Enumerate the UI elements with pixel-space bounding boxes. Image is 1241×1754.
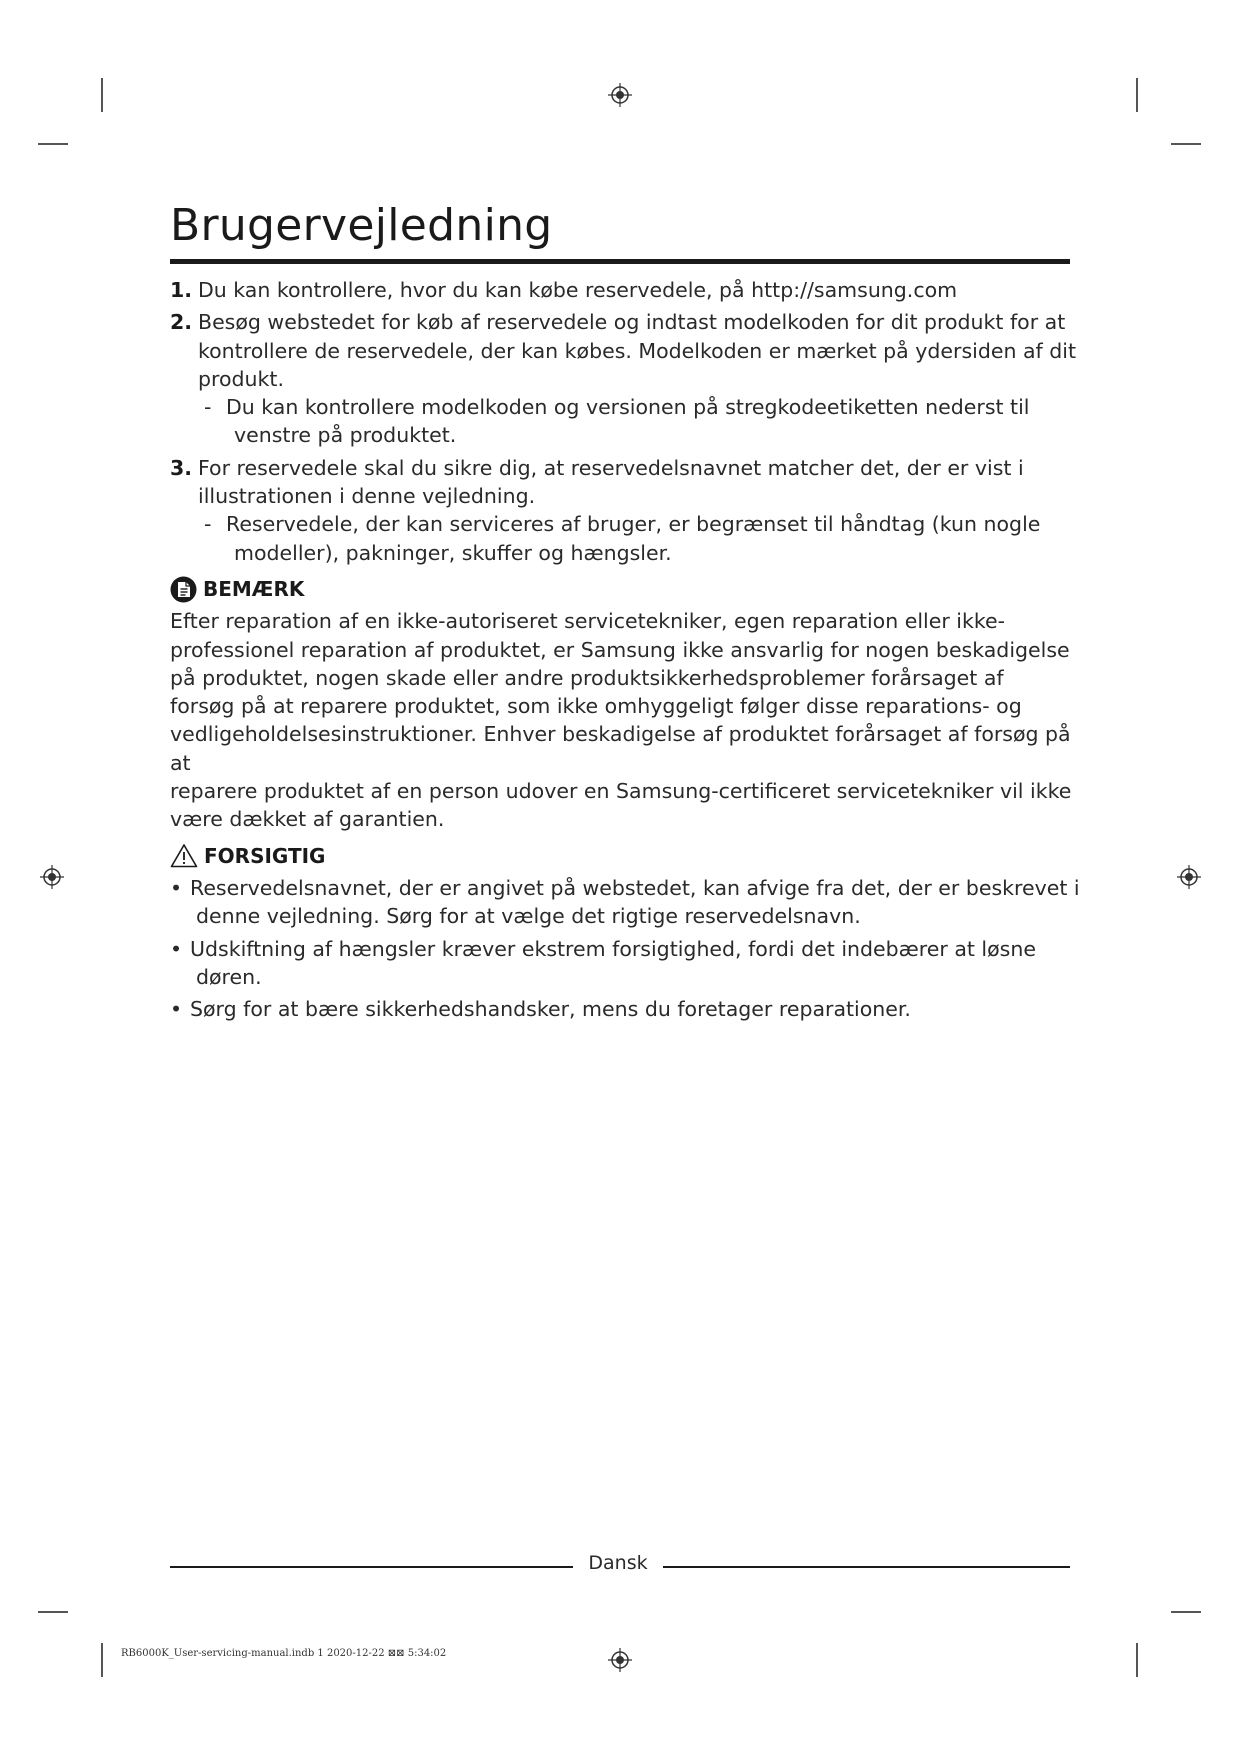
step-number: 2. — [170, 310, 193, 335]
crop-mark — [38, 1611, 68, 1613]
step-number: 3. — [170, 455, 193, 480]
step-subnote: - Du kan kontrollere modelkoden og versionen på stregkodeetiketten nederst til venstre på produktet. — [176, 393, 1080, 450]
note-paragraph — [170, 607, 1080, 833]
caution-line: Udskiftning af hængsler kræver ekstrem forsigtighed, fordi det indebærer at løsne — [190, 936, 1036, 961]
crop-mark — [101, 78, 103, 112]
footer-rule — [170, 1566, 573, 1568]
subnote-line: Du kan kontrollere modelkoden og versionen på stregkodeetiketten nederst til — [226, 395, 1030, 420]
caution-item: • Reservedelsnavnet, der er angivet på webstedet, kan afvige fra det, der er beskrevet i denne vejledning. Sørg for at vælge det rigtige reservedelsnavn. — [162, 874, 1080, 931]
subnote-line: modeller), pakninger, skuffer og hængsler. — [234, 540, 672, 565]
print-slug: RB6000K_User-servicing-manual.indb 1 2020-12-22 ⊠⊠ 5:34:02 — [121, 1648, 447, 1659]
note-line: være dækket af garantien. — [170, 807, 445, 832]
note-line: på produktet, nogen skade eller andre produktsikkerhedsproblemer forårsaget af — [170, 665, 1004, 690]
step-number: 1. — [170, 278, 193, 302]
registration-mark-icon — [608, 83, 632, 107]
footer-language: Dansk — [588, 1552, 648, 1574]
footer-rule — [663, 1566, 1070, 1568]
crop-mark — [1171, 1611, 1201, 1613]
caution-line: Reservedelsnavnet, der er angivet på webstedet, kan afvige fra det, der er beskrevet i — [190, 875, 1080, 900]
crop-mark — [101, 1643, 103, 1677]
note-document-icon — [170, 576, 197, 603]
caution-item: • Udskiftning af hængsler kræver ekstrem forsigtighed, fordi det indebærer at løsne døren. — [162, 935, 1080, 992]
note-heading — [170, 575, 1080, 603]
note-line: Efter reparation af en ikke-autoriseret servicetekniker, egen reparation eller ikke- — [170, 609, 1005, 634]
step-subnote: - Reservedele, der kan serviceres af bruger, er begrænset til håndtag (kun nogle modeller), pakninger, skuffer og hængsler. — [176, 510, 1080, 567]
step-line: For reservedele skal du sikre dig, at reservedelsnavnet matcher det, der er vist i — [198, 455, 1024, 480]
step-line: kontrollere de reservedele, der kan købes. Modelkoden er mærket på ydersiden af dit — [198, 338, 1076, 363]
warning-triangle-icon — [170, 843, 198, 868]
subnote-line: Reservedele, der kan serviceres af bruger, er begrænset til håndtag (kun nogle — [226, 512, 1041, 537]
crop-mark — [1136, 78, 1138, 112]
crop-mark — [1171, 143, 1201, 145]
caution-line: Sørg for at bære sikkerhedshandsker, mens du foretager reparationer. — [190, 997, 911, 1022]
note-line: professionel reparation af produktet, er Samsung ikke ansvarlig for nogen beskadigelse — [170, 637, 1070, 662]
caution-heading-text: FORSIGTIG — [204, 843, 326, 868]
step-1 — [170, 276, 1080, 304]
step-line: illustrationen i denne vejledning. — [198, 484, 536, 509]
note-line: vedligeholdelsesinstruktioner. Enhver beskadigelse af produktet forårsaget af forsøg på at — [170, 722, 1071, 775]
crop-mark — [1136, 1643, 1138, 1677]
registration-mark-icon — [608, 1648, 632, 1672]
step-line: produkt. — [198, 366, 284, 391]
note-line: reparere produktet af en person udover en Samsung-certificeret servicetekniker vil ikke — [170, 779, 1072, 804]
registration-mark-icon — [1177, 865, 1201, 889]
registration-mark-icon — [40, 865, 64, 889]
note-line: forsøg på at reparere produktet, som ikke omhyggeligt følger disse reparations- og — [170, 694, 1022, 719]
step-2 — [170, 308, 1080, 449]
step-line: Du kan kontrollere, hvor du kan købe reservedele, på http://samsung.com — [198, 278, 958, 302]
crop-mark — [38, 143, 68, 145]
step-3 — [170, 454, 1080, 567]
step-line: Besøg webstedet for køb af reservedele og indtast modelkoden for dit produkt for at — [198, 310, 1066, 335]
page-title: Brugervejledning — [170, 200, 553, 251]
subnote-line: venstre på produktet. — [234, 423, 457, 448]
note-heading-text: BEMÆRK — [203, 576, 305, 601]
caution-line: døren. — [196, 964, 262, 989]
document-body — [170, 276, 1080, 1027]
caution-line: denne vejledning. Sørg for at vælge det rigtige reservedelsnavn. — [196, 904, 861, 929]
title-rule — [170, 259, 1070, 264]
caution-item: • Sørg for at bære sikkerhedshandsker, mens du foretager reparationer. — [162, 995, 1080, 1023]
caution-heading — [170, 842, 1080, 870]
